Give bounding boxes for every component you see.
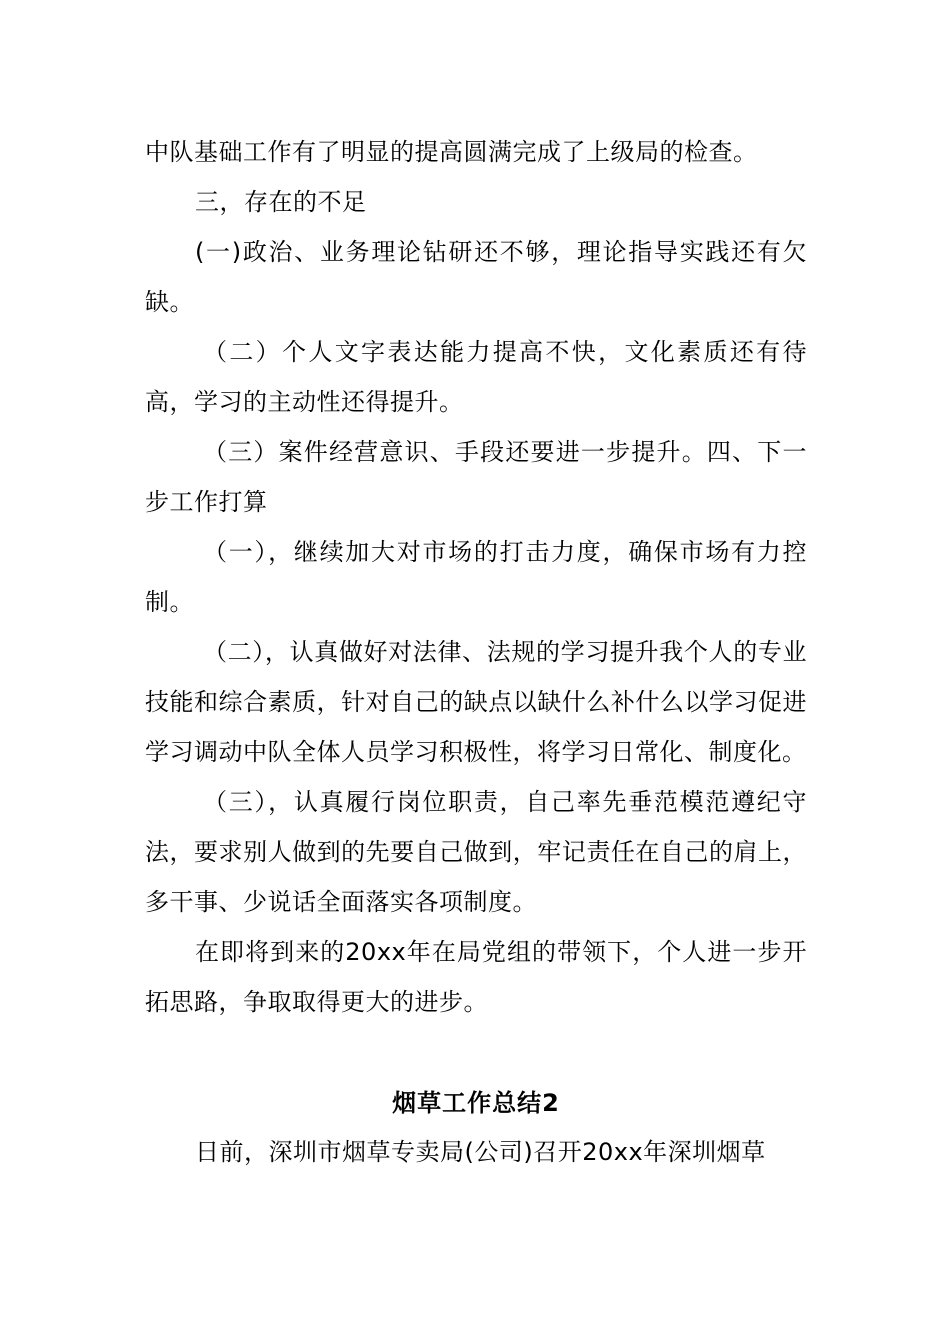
document-page xyxy=(145,127,807,1177)
plan-item-3: （三），认真履行岗位职责，自己率先垂范模范遵纪守法，要求别人做到的先要自己做到，牢记责任在自己的肩上，多干事、少说话全面落实各项制度。 xyxy=(145,788,807,916)
section-title: 烟草工作总结2 xyxy=(392,1089,560,1117)
paragraph-continuation: 中队基础工作有了明显的提高圆满完成了上级局的检查。 xyxy=(145,138,758,166)
shortcoming-item-3: （三）案件经营意识、手段还要进一步提升。四、下一步工作打算 xyxy=(145,438,807,516)
section-heading-shortcomings: 三，存在的不足 xyxy=(195,188,367,216)
plan-item-2: （二），认真做好对法律、法规的学习提升我个人的专业技能和综合素质，针对自己的缺点以缺什么补什么以学习促进学习调动中队全体人员学习积极性，将学习日常化、制度化。 xyxy=(145,638,807,766)
section2-paragraph: 日前，深圳市烟草专卖局(公司)召开20xx年深圳烟草 xyxy=(195,1138,766,1166)
shortcoming-item-1: (一)政治、业务理论钻研还不够，理论指导实践还有欠缺。 xyxy=(145,238,807,316)
shortcoming-item-2: （二）个人文字表达能力提高不快，文化素质还有待高，学习的主动性还得提升。 xyxy=(145,338,807,416)
plan-item-1: （一），继续加大对市场的打击力度，确保市场有力控制。 xyxy=(145,538,807,616)
closing-paragraph: 在即将到来的20xx年在局党组的带领下，个人进一步开拓思路，争取取得更大的进步。 xyxy=(145,938,807,1016)
